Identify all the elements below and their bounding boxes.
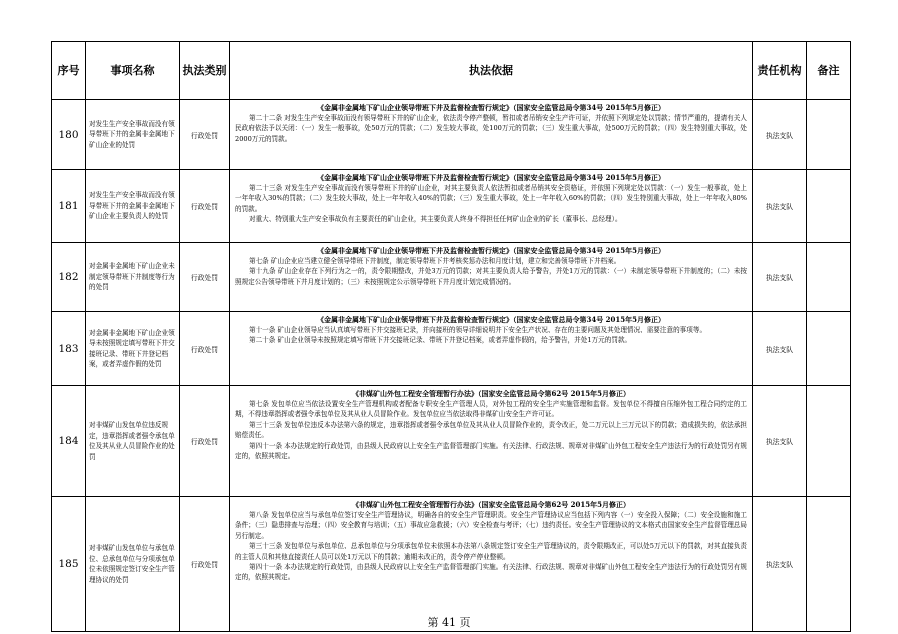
row-number: 182	[52, 243, 86, 312]
item-name: 对非煤矿山发包单位违反规定，违章指挥或者强令承包单位及其从业人员冒险作业的处罚	[86, 386, 180, 497]
table-row	[52, 312, 851, 386]
page-number: 第 41 页	[427, 616, 471, 629]
item-name: 对发生生产安全事故而没有领导带班下井的金属非金属地下矿山企业主要负责人的处罚	[86, 170, 180, 243]
remark	[807, 243, 851, 312]
responsible-org: 执法支队	[753, 386, 807, 497]
header-name: 事项名称	[86, 42, 180, 100]
law-article: 第四十一条 本办法规定的行政处罚，由县级人民政府以上安全生产监督管理部门实施。有关法律、行政法规、规章对非煤矿山外包工程安全生产违法行为的行政处罚另有规定的，依照其规定。	[235, 441, 747, 461]
law-article: 第七条 矿山企业应当建立健全领导带班下井制度，制定领导带班下井考核奖惩办法和月度计划，建立和完善领导带班下井档案。	[249, 257, 621, 265]
enforcement-category: 行政处罚	[180, 100, 230, 170]
responsible-org: 执法支队	[753, 170, 807, 243]
legal-basis	[230, 386, 753, 497]
remark	[807, 386, 851, 497]
table-row	[52, 170, 851, 243]
enforcement-category: 行政处罚	[180, 312, 230, 386]
law-title: 《非煤矿山外包工程安全管理暂行办法》（国家安全监管总局令第62号 2015年5月修正）	[351, 500, 631, 509]
legal-basis	[230, 170, 753, 243]
law-article: 第三十三条 发包单位违反本办法第六条的规定，违章指挥或者强令承包单位及其从业人员冒险作业的，责令改正，处二万元以上三万元以下的罚款；造成损失的，依法承担赔偿责任。	[235, 420, 747, 440]
law-article: 第四十一条 本办法规定的行政处罚，由县级人民政府以上安全生产监督管理部门实施。有关法律、行政法规、规章对非煤矿山外包工程安全生产违法行为的行政处罚另有规定的，依照其规定。	[235, 563, 747, 582]
enforcement-category: 行政处罚	[180, 243, 230, 312]
law-title: 《金属非金属地下矿山企业领导带班下井及监督检查暂行规定》（国家安全监管总局令第34号 2015年5月修正）	[316, 246, 666, 255]
header-seq: 序号	[52, 42, 86, 100]
remark	[807, 100, 851, 170]
law-article: 第十一条 矿山企业领导应当认真填写带班下井交接班记录，并向接班的领导详细说明井下安全生产状况、存在的主要问题及其处理情况、需要注意的事项等。	[249, 326, 707, 334]
enforcement-table	[51, 41, 851, 632]
responsible-org: 执法支队	[753, 243, 807, 312]
responsible-org: 执法支队	[753, 100, 807, 170]
legal-basis	[230, 243, 753, 312]
row-number: 181	[52, 170, 86, 243]
table-body	[52, 100, 851, 632]
legal-basis	[230, 497, 753, 632]
law-title: 《金属非金属地下矿山企业领导带班下井及监督检查暂行规定》（国家安全监管总局令第34号 2015年5月修正）	[316, 103, 666, 112]
enforcement-category: 行政处罚	[180, 170, 230, 243]
remark	[807, 170, 851, 243]
table-header-row	[52, 42, 851, 100]
row-number: 185	[52, 497, 86, 632]
row-number: 184	[52, 386, 86, 497]
table-row	[52, 243, 851, 312]
header-category: 执法类别	[180, 42, 230, 100]
enforcement-category: 行政处罚	[180, 497, 230, 632]
law-title: 《非煤矿山外包工程安全管理暂行办法》（国家安全监管总局令第62号 2015年5月修正）	[351, 389, 631, 398]
header-org: 责任机构	[753, 42, 807, 100]
law-article: 第三十三条 发包单位与承包单位、总承包单位与分项承包单位未依照本办法第八条规定签订安全生产管理协议的，责令限期改正，可以处5万元以下的罚款，对其直接负责的主管人员和其他直接责任人员可以处1万元以下的罚款；逾期未改正的，责令停产停业整顿。	[235, 542, 747, 561]
table-row	[52, 497, 851, 632]
header-basis: 执法依据	[230, 42, 753, 100]
remark	[807, 312, 851, 386]
law-article: 第二十条 矿山企业领导未按照规定填写带班下井交接班记录、带班下井登记档案，或者弄虚作假的，给予警告，并处1万元的罚款。	[249, 336, 632, 345]
row-number: 180	[52, 100, 86, 170]
law-article: 第十九条 矿山企业存在下列行为之一的，责令限期整改，并处3万元的罚款；对其主要负责人给予警告，并处1万元的罚款：（一）未制定领导带班下井制度的；（二）未按照规定公告领导带班下井月度计划的；（三）未按照规定公示领导带班下井月度计划完成情况的。	[235, 267, 747, 286]
law-article: 对重大、特别重大生产安全事故负有主要责任的矿山企业，其主要负责人终身不得担任任何矿山企业的矿长（董事长、总经理）。	[249, 215, 622, 224]
header-remark: 备注	[807, 42, 851, 100]
table-row	[52, 386, 851, 497]
document-sheet	[51, 41, 850, 632]
law-article: 第二十二条 对发生生产安全事故而没有领导带班下井的矿山企业，依法责令停产整顿，暂扣或者吊销安全生产许可证，并依照下列规定处以罚款；情节严重的，提请有关人民政府依法予以关闭：（一）发生一般事故，处50万元的罚款；（二）发生较大事故，处100万元的罚款；（三）发生重大事故，处500万元的罚款；（四）发生特别重大事故，处2000万元的罚款。	[235, 114, 747, 143]
responsible-org: 执法支队	[753, 497, 807, 632]
item-name: 对非煤矿山发包单位与承包单位、总承包单位与分项承包单位未依照规定签订安全生产管理协议的处罚	[86, 497, 180, 632]
row-number: 183	[52, 312, 86, 386]
item-name: 对金属非金属地下矿山企业领导未按照规定填写带班下井交接班记录、带班下井登记档案，或者弄虚作假的处罚	[86, 312, 180, 386]
item-name: 对发生生产安全事故而没有领导带班下井的金属非金属地下矿山企业的处罚	[86, 100, 180, 170]
legal-basis	[230, 100, 753, 170]
law-title: 《金属非金属地下矿山企业领导带班下井及监督检查暂行规定》（国家安全监管总局令第34号 2015年5月修正）	[316, 315, 666, 324]
law-article: 第二十三条 对发生生产安全事故而没有领导带班下井的矿山企业，对其主要负责人依法暂扣或者吊销其安全资格证，并依照下列规定处以罚款：（一）发生一般事故，处上一年年收入30%的罚款；（二）发生较大事故，处上一年年收入40%的罚款；（三）发生重大事故，处上一年年收入60%的罚款；（四）发生特别重大事故，处上一年年收入80%的罚款。	[235, 184, 747, 213]
enforcement-category: 行政处罚	[180, 386, 230, 497]
item-name: 对金属非金属地下矿山企业未制定领导带班下井制度等行为的处罚	[86, 243, 180, 312]
remark	[807, 497, 851, 632]
table-row	[52, 100, 851, 170]
law-article: 第七条 发包单位应当依法设置安全生产管理机构或者配备专职安全生产管理人员，对外包工程的安全生产实施管理和监督。发包单位不得擅自压缩外包工程合同约定的工期，不得违章指挥或者强令承包单位及其从业人员冒险作业。发包单位应当依法取得非煤矿山安全生产许可证。	[235, 400, 747, 419]
law-article: 第八条 发包单位应当与承包单位签订安全生产管理协议，明确各自的安全生产管理职责。安全生产管理协议应当包括下列内容（一）安全投入保障；（二）安全设施和施工条件；（三）隐患排查与治理；（四）安全教育与培训；（五）事故应急救援；（六）安全检查与考评；（七）违约责任。安全生产管理协议的文本格式由国家安全生产监督管理总局另行制定。	[235, 511, 747, 540]
responsible-org: 执法支队	[753, 312, 807, 386]
legal-basis	[230, 312, 753, 386]
law-title: 《金属非金属地下矿山企业领导带班下井及监督检查暂行规定》（国家安全监管总局令第34号 2015年5月修正）	[316, 173, 666, 182]
